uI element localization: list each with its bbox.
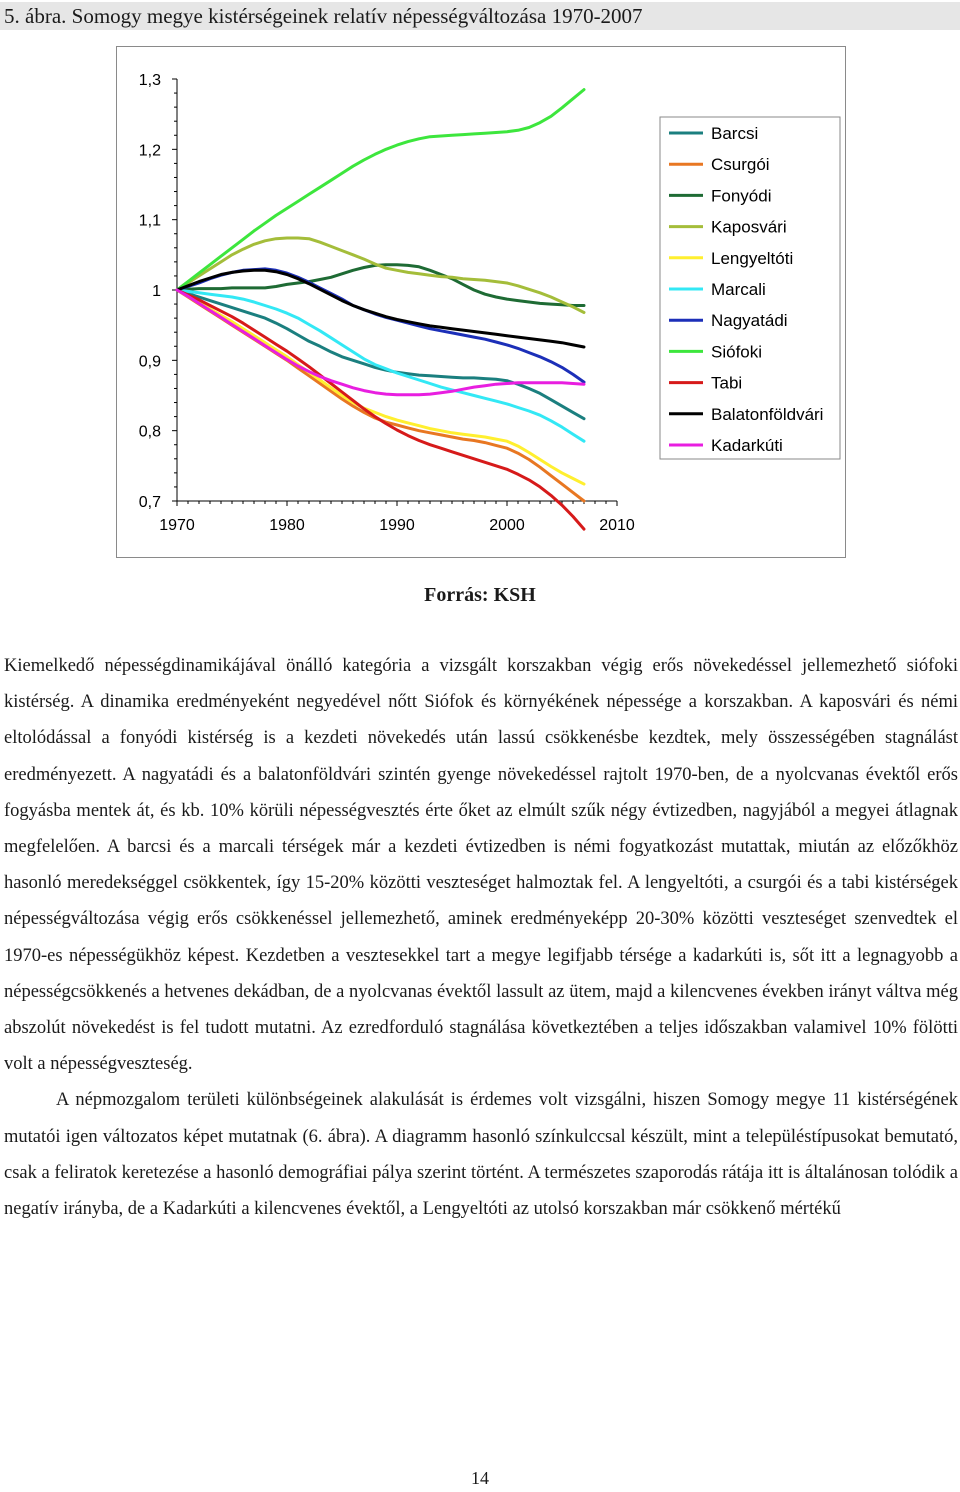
legend-label: Csurgói bbox=[711, 155, 770, 175]
body-text bbox=[4, 648, 958, 1227]
legend-label: Siófoki bbox=[711, 342, 763, 362]
x-tick-label: 2000 bbox=[489, 517, 525, 534]
legend-label: Fonyódi bbox=[711, 186, 772, 206]
y-tick-label: 0,9 bbox=[138, 353, 161, 371]
legend-label: Nagyatádi bbox=[711, 311, 788, 331]
y-tick-label: 0,8 bbox=[138, 423, 161, 441]
x-tick-label: 1970 bbox=[159, 517, 195, 534]
y-tick-label: 1,1 bbox=[138, 212, 161, 230]
series-line-siofoki bbox=[177, 90, 584, 290]
page-number: 14 bbox=[471, 1468, 489, 1488]
series-line-kadarkuti bbox=[177, 290, 584, 395]
legend-label: Kaposvári bbox=[711, 217, 787, 237]
legend-label: Kadarkúti bbox=[711, 436, 783, 455]
legend-label: Balatonföldvári bbox=[711, 404, 824, 424]
legend-label: Marcali bbox=[711, 280, 766, 299]
chart-legend bbox=[660, 117, 840, 459]
figure-title: 5. ábra. Somogy megye kistérségeinek relatív népességváltozása 1970-2007 bbox=[0, 2, 960, 30]
x-tick-label: 2010 bbox=[599, 517, 635, 534]
y-tick-label: 0,7 bbox=[138, 494, 161, 511]
y-tick-label: 1,2 bbox=[138, 142, 161, 160]
population-change-chart bbox=[117, 47, 845, 557]
y-tick-label: 1 bbox=[152, 283, 161, 300]
paragraph-1: Kiemelkedő népességdinamikájával önálló kategória a vizsgált korszakban végig erős növekedéssel jellemezhető siófoki kistérség. A dinamika eredményeként negyedével nőtt Siófok és környékének népessége a korszakban. A kaposvári és némi eltolódással a fonyódi kistérség is a kezdeti növekedés után lassú csökkenésbe kezdtek, mely összességében stagnálást eredményezett. A nagyatádi és a balatonföldvári szintén gyenge növekedéssel rajtolt 1970-ben, de a nyolcvanas évektől erős fogyásba mentek át, és kb. 10% körüli népességvesztés érte őket az elmúlt szűk négy évtizedben, nagyjából a megyei átlagnak megfelelően. A barcsi és a marcali térségek már a kezdeti évtizedben is némi fogyatkozást mutattak, miután az előzőkhöz hasonló meredekséggel csökkentek, így 15-20% közötti veszteséget halmoztak fel. A lengyeltóti, a csurgói és a tabi kistérségek népességváltozása végig erős csökkenéssel jellemezhető, aminek eredményeképp 20-30% közötti veszteséget szenvedtek el 1970-es népességükhöz képest. Kezdetben a vesztesekkel tart a megye legifjabb térsége a kadarkúti is, sőt itt a legnagyobb a népességcsökkenés a hetvenes dekádban, de a nyolcvanas évektől lassult az ütem, majd a kilencvenes években irányt váltva még abszolút növekedést is fel tudott mutatni. Az ezredforduló stagnálása következtében a teljes időszakban valamivel 10% fölötti volt a népességveszteség. bbox=[4, 656, 958, 1075]
legend-label: Barcsi bbox=[711, 124, 759, 143]
x-tick-label: 1980 bbox=[269, 517, 305, 534]
x-tick-label: 1990 bbox=[379, 517, 415, 534]
y-tick-label: 1,3 bbox=[138, 72, 161, 89]
legend-label: Tabi bbox=[711, 373, 743, 393]
legend-label: Lengyeltóti bbox=[711, 248, 794, 268]
series-line-barcsi bbox=[177, 290, 584, 419]
paragraph-2: A népmozgalom területi különbségeinek alakulását is érdemes volt vizsgálni, hiszen Somogy megye 11 kistérségének mutatói igen változatos képet mutatnak (6. ábra). A diagramm hasonló színkulccsal készült, mint a településtípusokat bemutató, csak a feliratok keretezése a hasonló demográfiai pálya szerint történt. A természetes szaporodás rátája itt is általánosan tolódik a negatív irányba, de a Kadarkúti a kilencvenes évektől, a Lengyeltóti az utolsó korszakban már csökkenő mértékű bbox=[4, 1090, 958, 1220]
chart-area bbox=[116, 46, 846, 558]
source-label: Forrás: KSH bbox=[424, 584, 536, 606]
